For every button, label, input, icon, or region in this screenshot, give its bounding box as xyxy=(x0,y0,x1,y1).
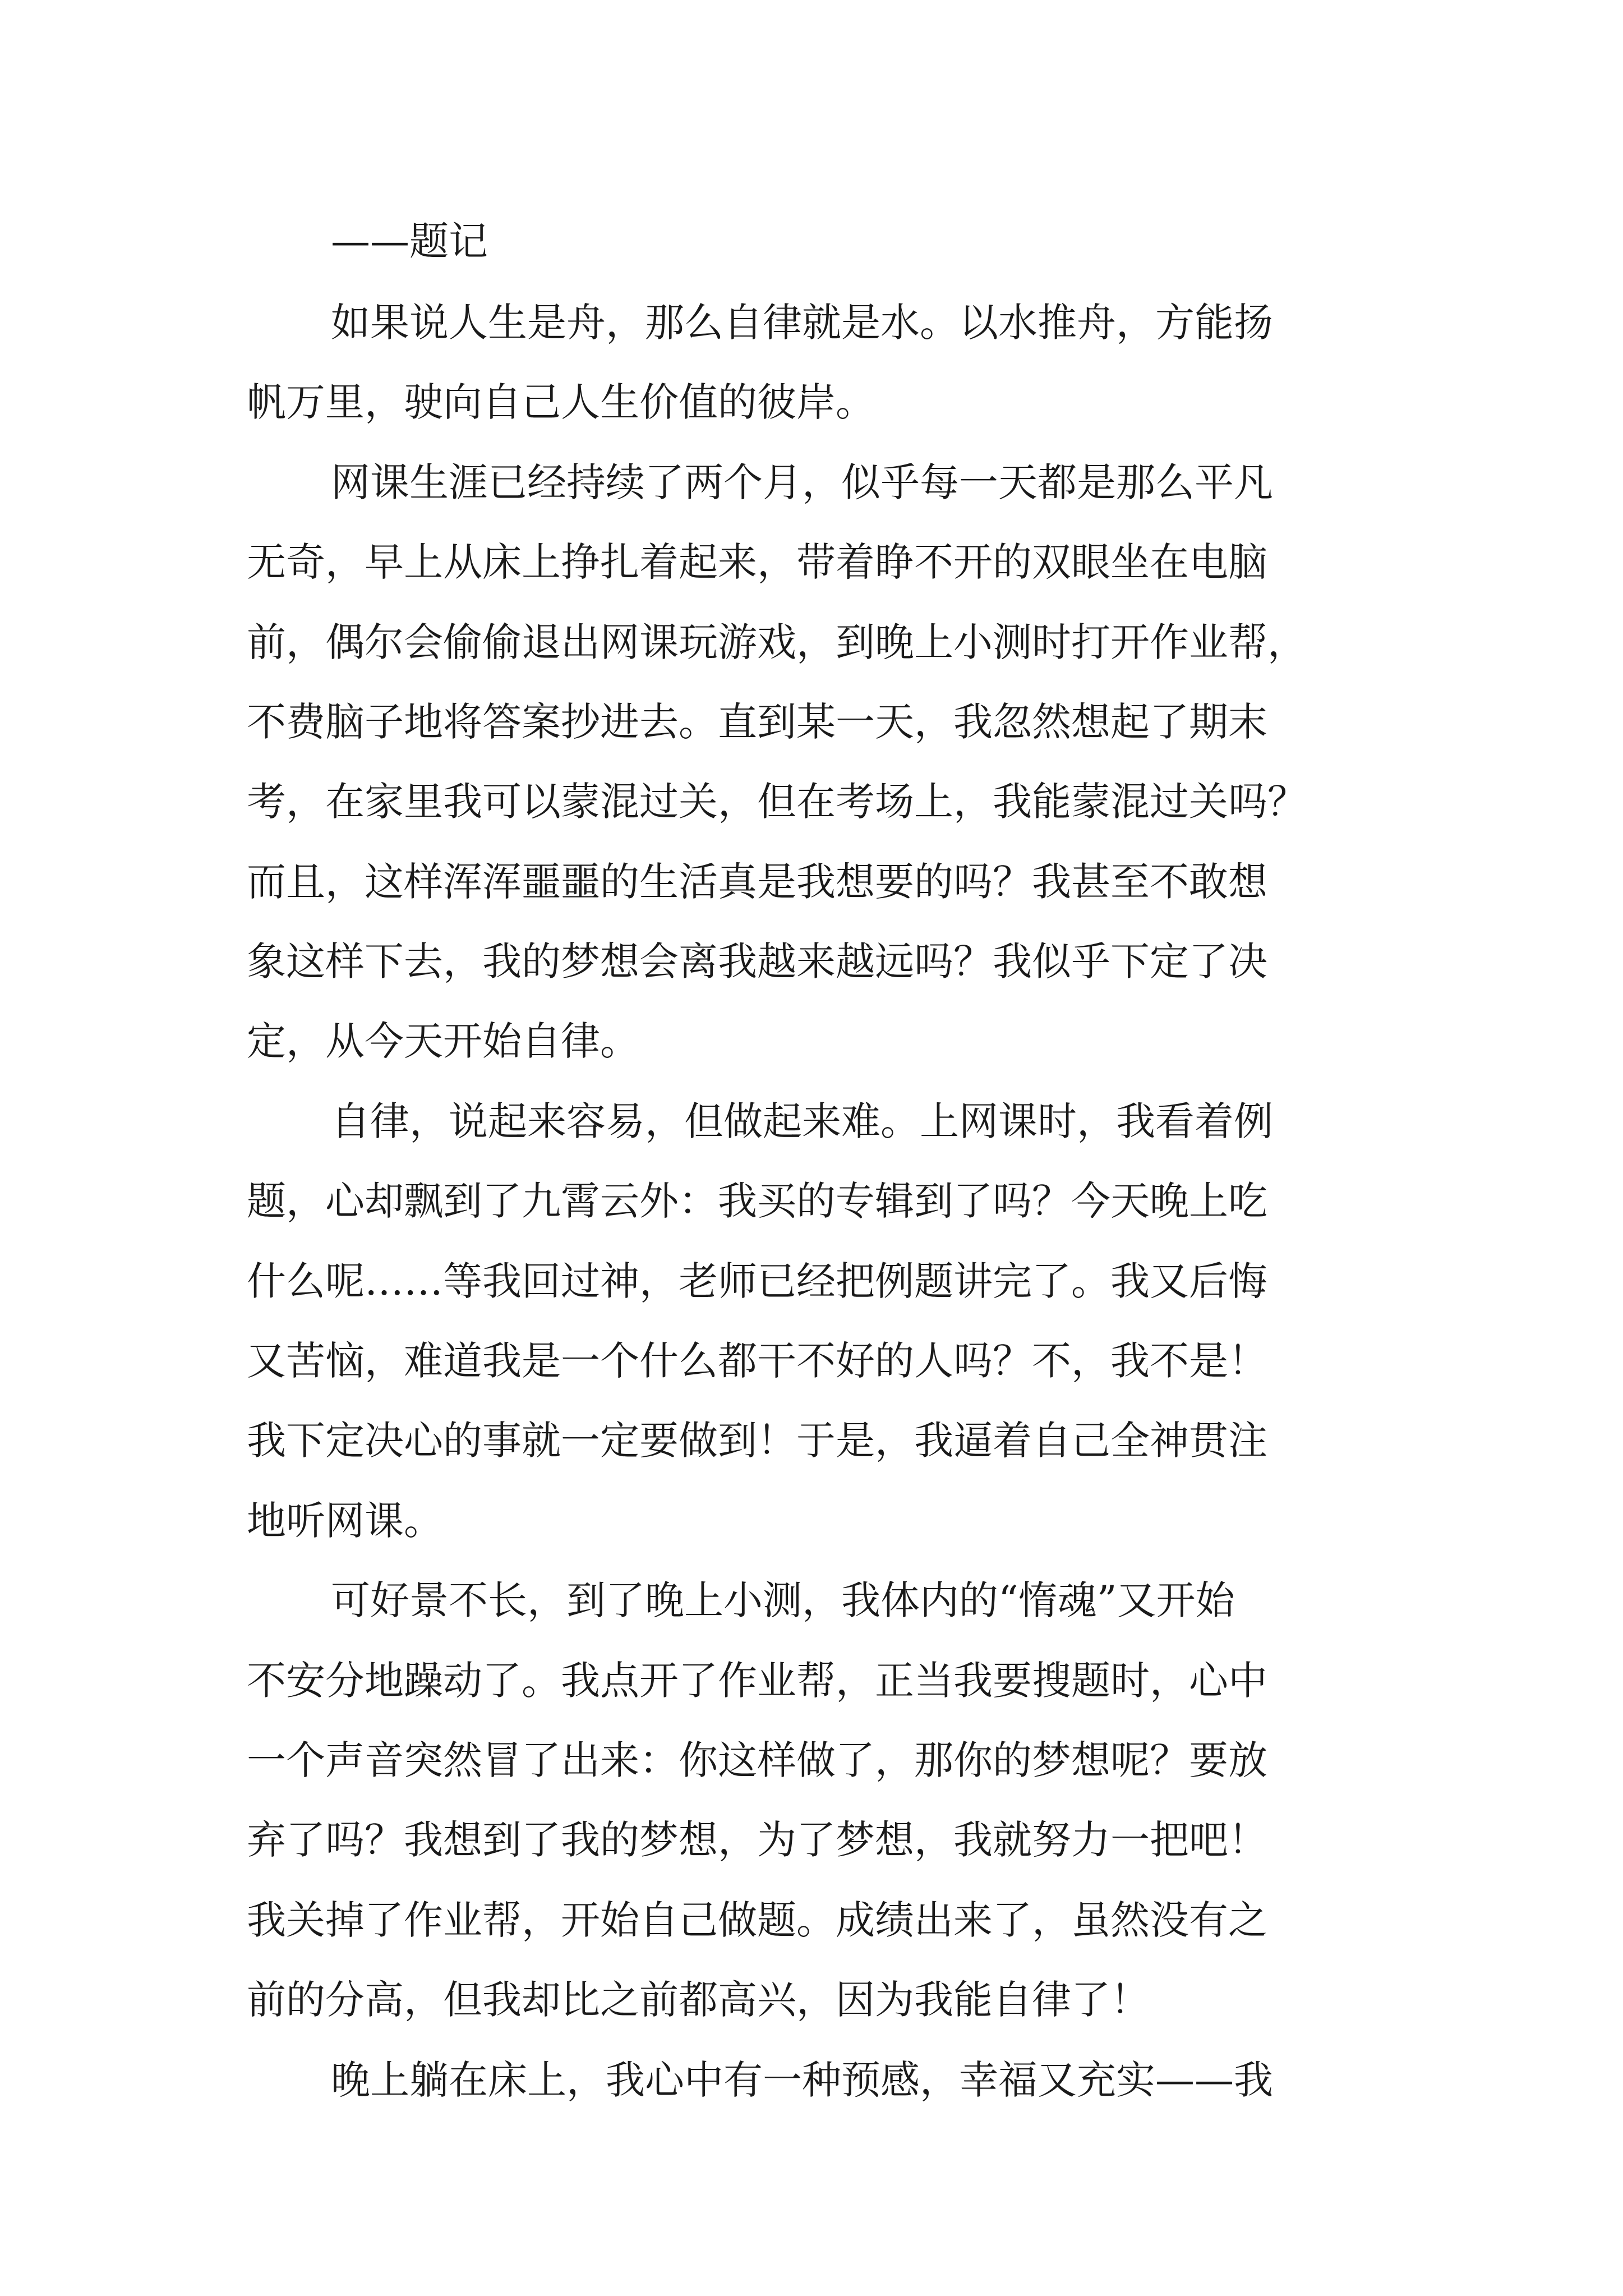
paragraph-2-line-5: 考，在家里我可以蒙混过关，但在考场上，我能蒙混过关吗？ xyxy=(247,779,1307,825)
paragraph-4-line-1: 可好景不长，到了晚上小测，我体内的“惰魂”又开始 xyxy=(331,1577,1235,1623)
paragraph-2-line-6: 而且，这样浑浑噩噩的生活真是我想要的吗？我甚至不敢想 xyxy=(247,859,1267,905)
paragraph-1-line-1: 如果说人生是舟，那么自律就是水。以水推舟，方能扬 xyxy=(331,300,1273,346)
paragraph-2-line-4: 不费脑子地将答案抄进去。直到某一天，我忽然想起了期末 xyxy=(247,699,1267,745)
paragraph-3-line-1: 自律，说起来容易，但做起来难。上网课时，我看着例 xyxy=(331,1098,1273,1144)
paragraph-4-line-4: 弃了吗？我想到了我的梦想，为了梦想，我就努力一把吧！ xyxy=(247,1817,1267,1863)
paragraph-3-line-4: 又苦恼，难道我是一个什么都干不好的人吗？不，我不是！ xyxy=(247,1338,1267,1384)
paragraph-3-line-5: 我下定决心的事就一定要做到！于是，我逼着自己全神贯注 xyxy=(247,1418,1267,1464)
paragraph-3-line-3: 什么呢……等我回过神，老师已经把例题讲完了。我又后悔 xyxy=(247,1258,1267,1304)
paragraph-4-line-3: 一个声音突然冒了出来：你这样做了，那你的梦想呢？要放 xyxy=(247,1737,1267,1783)
paragraph-2-line-2: 无奇，早上从床上挣扎着起来，带着睁不开的双眼坐在电脑 xyxy=(247,539,1267,585)
paragraph-2-line-7: 象这样下去，我的梦想会离我越来越远吗？我似乎下定了决 xyxy=(247,938,1267,984)
paragraph-3-line-2: 题，心却飘到了九霄云外：我买的专辑到了吗？今天晚上吃 xyxy=(247,1178,1267,1224)
paragraph-1-line-2: 帆万里，驶向自己人生价值的彼岸。 xyxy=(247,379,875,425)
paragraph-4-line-2: 不安分地躁动了。我点开了作业帮，正当我要搜题时，心中 xyxy=(247,1658,1267,1704)
paragraph-4-line-6: 前的分高，但我却比之前都高兴，因为我能自律了！ xyxy=(247,1977,1150,2023)
paragraph-2-line-1: 网课生涯已经持续了两个月，似乎每一天都是那么平凡 xyxy=(331,459,1273,505)
paragraph-4-line-5: 我关掉了作业帮，开始自己做题。成绩出来了，虽然没有之 xyxy=(247,1897,1267,1943)
paragraph-2-line-3: 前，偶尔会偷偷退出网课玩游戏，到晚上小测时打开作业帮， xyxy=(247,619,1307,665)
paragraph-3-line-6: 地听网课。 xyxy=(247,1498,443,1544)
paragraph-5-line-1: 晚上躺在床上，我心中有一种预感，幸福又充实——我 xyxy=(331,2057,1273,2103)
epigraph-attribution: ——题记 xyxy=(331,218,488,264)
paragraph-2-line-8: 定，从今天开始自律。 xyxy=(247,1018,639,1064)
